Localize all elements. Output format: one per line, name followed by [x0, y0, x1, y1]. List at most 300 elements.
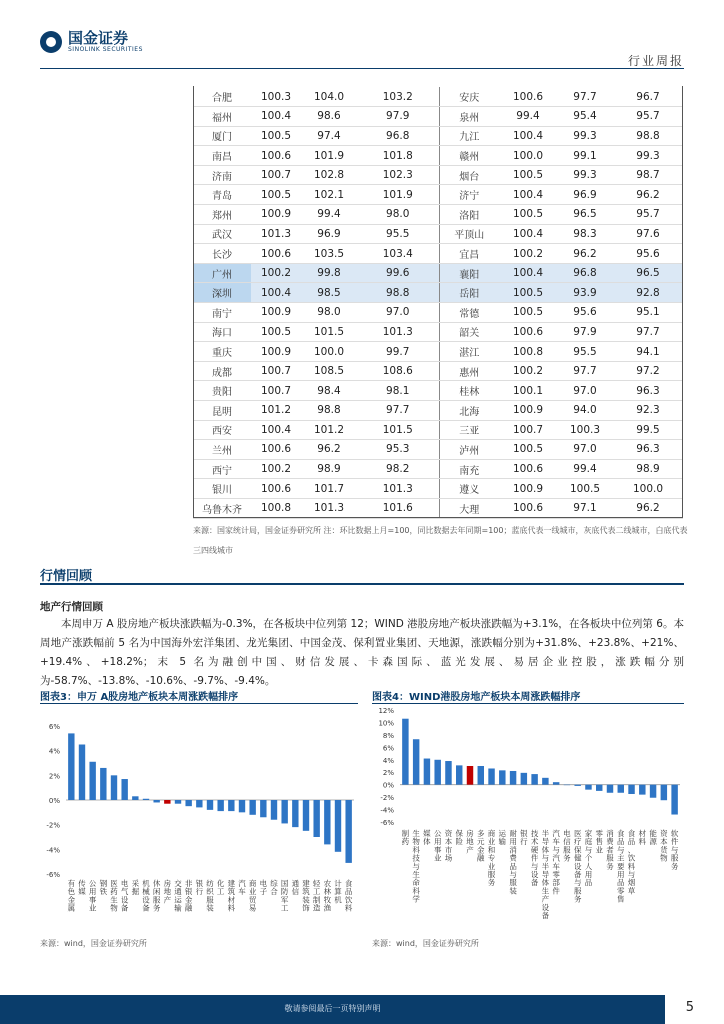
y-tick-label: 4%	[382, 756, 394, 765]
index-cell: 98.9	[613, 459, 683, 479]
city-cell: 泸州	[439, 440, 499, 460]
city-cell: 广州	[193, 263, 251, 283]
index-cell: 100.6	[499, 87, 557, 107]
x-tick-label: 技术硬件与设备	[530, 829, 539, 888]
logo-icon	[40, 31, 62, 53]
index-cell: 101.2	[251, 401, 301, 421]
city-cell: 银川	[193, 479, 251, 499]
x-tick-label: 医疗保健设备与服务	[573, 829, 582, 904]
city-cell: 桂林	[439, 381, 499, 401]
x-tick-label: 农林牧渔	[323, 879, 332, 913]
index-cell: 99.4	[301, 205, 357, 225]
bar	[402, 719, 408, 785]
market-review-paragraph: 本周申万 A 股房地产板块涨跌幅为-0.3%，在各板块中位列第 12；WIND 港股房地产板块涨跌幅为+3.1%，在各板块中位列第 6。本周地产涨跌幅前 5 名为中国海外宏洋集团、龙光集团、中国金茂、保利置业集团、天地源，涨跌幅分别为+31.8%、+23.8%、+21%、+19.4%、+18.2%；末 5 名为融创中国、财信发展、卡森国际、蓝光发展、易居企业控股，涨跌幅分别为-58.7%、-13.8%、-10.6%、-9.7%、-9.4%。	[40, 618, 685, 687]
index-cell: 97.1	[557, 498, 613, 518]
figure3-title: 图表3：申万 A股房地产板块本周涨跌幅排序	[40, 692, 239, 703]
index-cell: 100.1	[499, 381, 557, 401]
index-cell: 94.0	[557, 401, 613, 421]
index-cell: 96.3	[613, 381, 683, 401]
index-cell: 108.5	[301, 361, 357, 381]
x-tick-label: 运输	[498, 829, 507, 847]
x-tick-label: 商业和专业服务	[487, 829, 496, 888]
index-cell: 101.8	[357, 146, 439, 166]
logo-name-cn: 国金证券	[68, 29, 129, 47]
city-cell: 赣州	[439, 146, 499, 166]
x-tick-label: 非银金融	[184, 879, 193, 913]
bar	[628, 785, 634, 794]
city-cell: 西安	[193, 420, 251, 440]
index-cell: 100.7	[251, 381, 301, 401]
index-cell: 103.5	[301, 244, 357, 264]
x-tick-label: 采掘	[131, 879, 140, 897]
city-cell: 平顶山	[439, 224, 499, 244]
city-cell: 安庆	[439, 87, 499, 107]
index-cell: 96.2	[301, 440, 357, 460]
bar	[607, 785, 613, 793]
index-cell: 98.8	[357, 283, 439, 303]
city-cell: 北海	[439, 401, 499, 421]
index-cell: 99.6	[357, 263, 439, 283]
index-cell: 100.9	[499, 479, 557, 499]
city-cell: 郑州	[193, 205, 251, 225]
bar	[111, 775, 117, 800]
x-tick-label: 公用事业	[433, 829, 442, 863]
bar	[424, 759, 430, 785]
bar	[671, 785, 677, 815]
figure3-source: 来源：wind，国金证券研究所	[40, 939, 147, 948]
index-cell: 100.7	[251, 165, 301, 185]
x-tick-label: 房地产	[163, 879, 172, 905]
bar	[542, 778, 548, 785]
index-cell: 95.7	[613, 205, 683, 225]
x-tick-label: 资本市场	[444, 829, 453, 863]
index-cell: 97.2	[613, 361, 683, 381]
index-cell: 100.9	[251, 342, 301, 362]
bar	[456, 765, 462, 784]
index-cell: 95.1	[613, 303, 683, 323]
index-cell: 97.9	[357, 107, 439, 127]
index-cell: 100.8	[499, 342, 557, 362]
index-cell: 101.9	[357, 185, 439, 205]
index-cell: 97.0	[557, 440, 613, 460]
footer	[0, 995, 724, 1024]
y-tick-label: -6%	[46, 871, 60, 879]
page-number: 5	[685, 1000, 694, 1015]
index-cell: 100.6	[499, 498, 557, 518]
bar	[574, 785, 580, 786]
bar	[488, 768, 494, 784]
x-tick-label: 消费者服务	[606, 829, 614, 871]
index-cell: 98.1	[357, 381, 439, 401]
bar	[79, 745, 85, 801]
x-tick-label: 汽车与汽车零部件	[552, 829, 560, 896]
index-cell: 94.1	[613, 342, 683, 362]
index-cell: 96.3	[613, 440, 683, 460]
x-tick-label: 耐用消费品与服装	[509, 829, 517, 896]
bar	[345, 800, 351, 863]
city-cell: 惠州	[439, 361, 499, 381]
bar	[499, 770, 505, 784]
index-cell: 92.8	[613, 283, 683, 303]
city-cell: 韶关	[439, 322, 499, 342]
city-cell: 西宁	[193, 459, 251, 479]
figure4-title: 图表4：WIND港股房地产板块本周涨跌幅排序	[372, 692, 581, 703]
index-cell: 101.9	[301, 146, 357, 166]
index-cell: 100.0	[499, 146, 557, 166]
x-tick-label: 电信服务	[563, 829, 571, 863]
bar	[531, 774, 537, 785]
x-tick-label: 保险	[455, 829, 463, 847]
bar	[228, 800, 234, 811]
index-cell: 100.4	[251, 420, 301, 440]
x-tick-label: 公用事业	[88, 879, 97, 913]
index-cell: 101.7	[301, 479, 357, 499]
index-cell: 101.5	[357, 420, 439, 440]
bar	[478, 766, 484, 785]
bar	[553, 782, 559, 784]
bar	[249, 800, 255, 815]
index-cell: 100.2	[251, 263, 301, 283]
figure3-divider	[40, 703, 358, 704]
y-tick-label: 12%	[378, 707, 394, 715]
index-cell: 100.2	[251, 459, 301, 479]
city-cell: 南充	[439, 459, 499, 479]
x-tick-label: 综合	[270, 879, 278, 897]
index-cell: 98.4	[301, 381, 357, 401]
index-cell: 99.7	[357, 342, 439, 362]
index-cell: 96.9	[557, 185, 613, 205]
x-tick-label: 食品与主要用品零售	[617, 829, 625, 904]
index-cell: 98.0	[357, 205, 439, 225]
table-note: 来源：国家统计局，国金证券研究所 注：环比数据上月=100，同比数据去年同期=100；蓝底代表一线城市，灰底代表二线城市，白底代表三四线城市	[193, 526, 688, 555]
index-cell: 99.3	[613, 146, 683, 166]
section-divider	[40, 583, 684, 585]
index-cell: 101.3	[357, 322, 439, 342]
index-cell: 100.5	[251, 126, 301, 146]
x-tick-label: 传媒	[78, 879, 86, 897]
y-tick-label: -2%	[46, 821, 60, 830]
y-tick-label: 8%	[382, 731, 394, 740]
index-cell: 100.4	[251, 283, 301, 303]
index-cell: 98.8	[613, 126, 683, 146]
index-cell: 92.3	[613, 401, 683, 421]
bar	[68, 733, 74, 800]
city-cell: 襄阳	[439, 263, 499, 283]
bar	[292, 800, 298, 827]
index-cell: 100.5	[251, 322, 301, 342]
index-cell: 101.3	[301, 498, 357, 518]
index-cell: 97.7	[613, 322, 683, 342]
city-cell: 武汉	[193, 224, 251, 244]
x-tick-label: 轻工制造	[312, 879, 321, 913]
bar	[650, 785, 656, 798]
index-cell: 95.7	[613, 107, 683, 127]
index-cell: 102.3	[357, 165, 439, 185]
bar	[153, 800, 159, 802]
bar	[413, 739, 419, 784]
index-cell: 101.6	[357, 498, 439, 518]
index-cell: 100.5	[499, 303, 557, 323]
index-cell: 97.7	[357, 401, 439, 421]
city-cell: 青岛	[193, 185, 251, 205]
y-tick-label: -4%	[380, 806, 394, 815]
index-cell: 100.3	[557, 420, 613, 440]
index-cell: 99.1	[557, 146, 613, 166]
index-cell: 99.3	[557, 126, 613, 146]
x-tick-label: 国防军工	[280, 879, 289, 913]
city-cell: 昆明	[193, 401, 251, 421]
y-tick-label: -4%	[46, 846, 60, 855]
city-cell: 重庆	[193, 342, 251, 362]
index-cell: 100.2	[499, 244, 557, 264]
index-cell: 95.6	[557, 303, 613, 323]
bar	[281, 800, 287, 823]
city-cell: 南宁	[193, 303, 251, 323]
bar	[132, 796, 138, 800]
figure4-chart	[372, 706, 684, 932]
bar	[585, 785, 591, 790]
index-cell: 95.4	[557, 107, 613, 127]
index-cell: 100.5	[499, 440, 557, 460]
city-cell: 遵义	[439, 479, 499, 499]
x-tick-label: 零售业	[595, 829, 603, 855]
figure4-source: 来源：wind，国金证券研究所	[372, 939, 479, 948]
bar	[521, 773, 527, 785]
index-cell: 100.4	[499, 224, 557, 244]
index-cell: 101.3	[251, 224, 301, 244]
index-cell: 100.5	[499, 283, 557, 303]
x-tick-label: 机械设备	[142, 879, 150, 913]
index-cell: 99.4	[557, 459, 613, 479]
bar	[596, 785, 602, 791]
bar	[661, 785, 667, 801]
index-cell: 100.6	[251, 244, 301, 264]
city-cell: 常德	[439, 303, 499, 323]
index-cell: 98.7	[613, 165, 683, 185]
bar	[564, 785, 570, 786]
bar	[434, 760, 440, 785]
index-cell: 97.0	[557, 381, 613, 401]
index-cell: 101.3	[357, 479, 439, 499]
city-cell: 成都	[193, 361, 251, 381]
bar	[207, 800, 213, 810]
city-cell: 长沙	[193, 244, 251, 264]
index-cell: 103.2	[357, 87, 439, 107]
bar	[467, 766, 473, 785]
index-cell: 98.2	[357, 459, 439, 479]
index-cell: 96.5	[557, 205, 613, 225]
index-cell: 95.5	[357, 224, 439, 244]
bar	[143, 799, 149, 800]
bar	[313, 800, 319, 837]
index-cell: 96.8	[557, 263, 613, 283]
bar	[89, 762, 95, 800]
city-cell: 海口	[193, 322, 251, 342]
index-cell: 97.7	[557, 361, 613, 381]
index-cell: 98.6	[301, 107, 357, 127]
y-tick-label: 6%	[48, 723, 60, 731]
index-cell: 100.0	[613, 479, 683, 499]
x-tick-label: 电子	[259, 879, 268, 897]
bar	[445, 761, 451, 785]
city-cell: 三亚	[439, 420, 499, 440]
y-tick-label: 10%	[378, 719, 394, 728]
x-tick-label: 食品、饮料与烟草	[627, 829, 636, 896]
index-cell: 100.4	[499, 185, 557, 205]
city-cell: 南昌	[193, 146, 251, 166]
x-tick-label: 软件与服务	[670, 829, 679, 871]
index-cell: 98.0	[301, 303, 357, 323]
bar	[164, 800, 170, 804]
x-tick-label: 化工	[216, 879, 225, 897]
index-cell: 99.4	[499, 107, 557, 127]
x-tick-label: 汽车	[238, 879, 246, 897]
x-tick-label: 能源	[649, 829, 657, 847]
bar	[271, 800, 277, 820]
index-cell: 96.7	[613, 87, 683, 107]
city-cell: 烟台	[439, 165, 499, 185]
index-cell: 98.8	[301, 401, 357, 421]
table-frame	[193, 86, 683, 518]
bar	[510, 771, 516, 785]
bar	[324, 800, 330, 844]
city-cell: 乌鲁木齐	[193, 498, 251, 518]
x-tick-label: 食品饮料	[344, 879, 353, 913]
index-cell: 100.9	[499, 401, 557, 421]
index-cell: 98.5	[301, 283, 357, 303]
index-cell: 102.1	[301, 185, 357, 205]
index-cell: 96.5	[613, 263, 683, 283]
city-cell: 湛江	[439, 342, 499, 362]
bar	[185, 800, 191, 806]
index-cell: 100.8	[251, 498, 301, 518]
index-cell: 100.4	[499, 126, 557, 146]
index-cell: 96.2	[557, 244, 613, 264]
index-cell: 95.6	[613, 244, 683, 264]
x-tick-label: 休闲服务	[152, 879, 161, 913]
x-tick-label: 通信	[291, 879, 300, 897]
y-tick-label: 0%	[382, 781, 394, 790]
index-cell: 100.9	[251, 303, 301, 323]
x-tick-label: 钢铁	[99, 879, 108, 897]
index-cell: 100.6	[251, 146, 301, 166]
section-title: 行情回顾	[40, 569, 93, 584]
x-tick-label: 材料	[638, 829, 647, 847]
bar	[100, 768, 106, 800]
index-cell: 100.5	[557, 479, 613, 499]
city-cell: 厦门	[193, 126, 251, 146]
index-cell: 96.8	[357, 126, 439, 146]
index-cell: 104.0	[301, 87, 357, 107]
index-cell: 100.5	[499, 205, 557, 225]
index-cell: 100.5	[251, 185, 301, 205]
bar	[618, 785, 624, 793]
city-cell: 深圳	[193, 283, 251, 303]
x-tick-label: 医药生物	[110, 879, 118, 913]
index-cell: 97.9	[557, 322, 613, 342]
index-cell: 100.4	[251, 107, 301, 127]
index-cell: 97.0	[357, 303, 439, 323]
x-tick-label: 交通运输	[174, 879, 182, 913]
index-cell: 100.6	[251, 479, 301, 499]
bar	[175, 800, 181, 804]
city-cell: 贵阳	[193, 381, 251, 401]
y-tick-label: 2%	[382, 769, 394, 778]
y-tick-label: 4%	[48, 747, 60, 756]
x-tick-label: 计算机	[334, 879, 342, 905]
figure3-chart	[40, 706, 358, 932]
x-tick-label: 建筑装饰	[302, 879, 310, 913]
logo	[40, 30, 143, 53]
x-tick-label: 制药	[401, 829, 410, 847]
index-cell: 93.9	[557, 283, 613, 303]
city-cell: 福州	[193, 107, 251, 127]
bar	[303, 800, 309, 831]
y-tick-label: 0%	[48, 797, 60, 805]
x-tick-label: 生物科技与生命科学	[412, 829, 420, 904]
index-cell: 100.6	[499, 322, 557, 342]
city-cell: 岳阳	[439, 283, 499, 303]
subsection-title: 地产行情回顾	[40, 601, 103, 613]
index-cell: 100.4	[499, 263, 557, 283]
index-cell: 96.2	[613, 185, 683, 205]
city-cell: 济宁	[439, 185, 499, 205]
city-cell: 兰州	[193, 440, 251, 460]
x-tick-label: 有色金属	[67, 879, 76, 913]
index-cell: 100.6	[499, 459, 557, 479]
index-cell: 97.4	[301, 126, 357, 146]
bar	[335, 800, 341, 852]
x-tick-label: 房地产	[466, 829, 474, 855]
index-cell: 98.3	[557, 224, 613, 244]
city-cell: 泉州	[439, 107, 499, 127]
city-cell: 九江	[439, 126, 499, 146]
figure4-divider	[372, 703, 684, 704]
report-category: 行业周报	[627, 54, 684, 68]
index-cell: 99.3	[557, 165, 613, 185]
index-cell: 103.4	[357, 244, 439, 264]
city-cell: 合肥	[193, 87, 251, 107]
y-tick-label: -2%	[380, 794, 394, 803]
index-cell: 100.9	[251, 205, 301, 225]
index-cell: 100.7	[499, 420, 557, 440]
y-tick-label: 2%	[48, 772, 60, 781]
city-cell: 济南	[193, 165, 251, 185]
city-cell: 宜昌	[439, 244, 499, 264]
index-cell: 99.5	[613, 420, 683, 440]
x-tick-label: 纺织服装	[206, 879, 214, 913]
index-cell: 99.8	[301, 263, 357, 283]
index-cell: 100.7	[251, 361, 301, 381]
city-cell: 洛阳	[439, 205, 499, 225]
footer-disclaimer: 敬请参阅最后一页特别声明	[284, 1004, 381, 1013]
bar	[260, 800, 266, 817]
bar	[121, 779, 127, 800]
y-tick-label: -6%	[380, 819, 394, 827]
y-tick-label: 6%	[382, 744, 394, 753]
index-cell: 97.7	[557, 87, 613, 107]
index-cell: 100.6	[251, 440, 301, 460]
city-cell: 大理	[439, 498, 499, 518]
index-cell: 97.6	[613, 224, 683, 244]
index-cell: 98.9	[301, 459, 357, 479]
index-cell: 100.2	[499, 361, 557, 381]
index-cell: 108.6	[357, 361, 439, 381]
index-cell: 96.9	[301, 224, 357, 244]
x-tick-label: 资本货物	[660, 829, 668, 863]
index-cell: 95.5	[557, 342, 613, 362]
bar	[639, 785, 645, 795]
